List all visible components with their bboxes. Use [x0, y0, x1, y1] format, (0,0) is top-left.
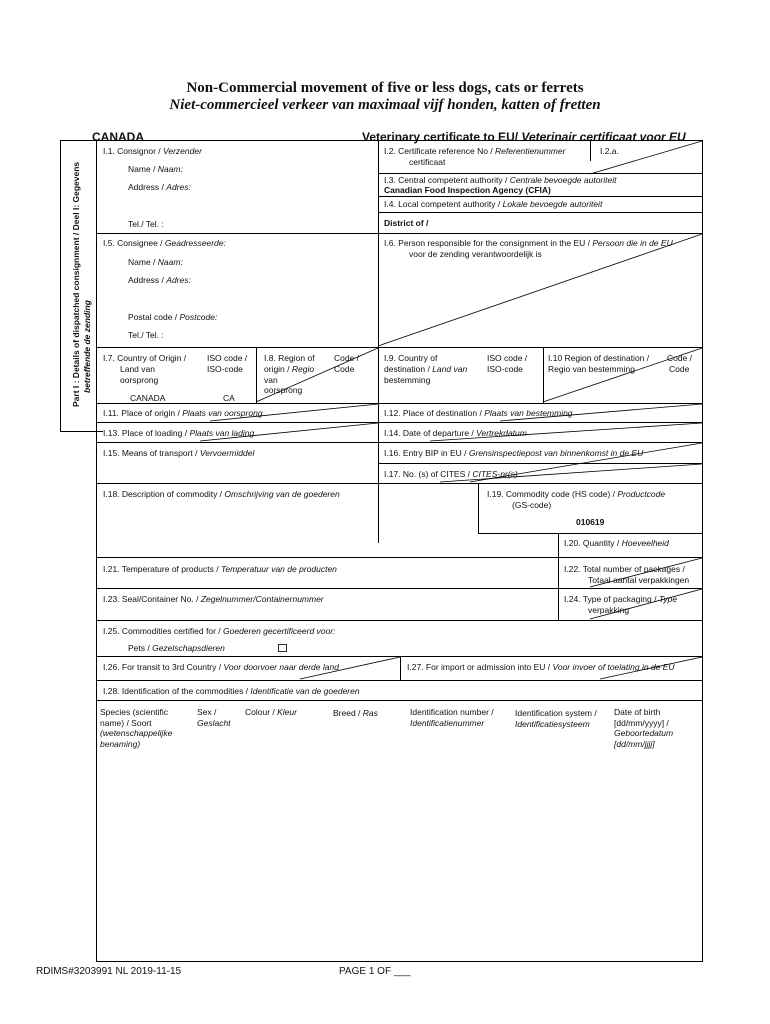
transit-label: I.26. For transit to 3rd Country / Voor doorvoer naar derde land [103, 662, 339, 672]
origin-region-code-label: Code / [334, 353, 360, 363]
consignor-address-label: Address / Adres: [128, 182, 191, 192]
consignee-postal-label: Postal code / Postcode: [128, 312, 218, 322]
departure-date-label: I.14. Date of departure / Vertrekdatum [384, 428, 527, 438]
pets-checkbox[interactable] [278, 644, 287, 652]
certified-for-label: I.25. Commodities certified for / Goederen gecertificeerd voor: [103, 626, 336, 636]
consignee-address-label: Address / Adres: [128, 275, 191, 285]
consignee-label: I.5. Consignee / Geadresseerde: [103, 238, 226, 248]
origin-country-label: I.7. Country of Origin / [103, 353, 187, 363]
central-authority-value: Canadian Food Inspection Agency (CFIA) [384, 185, 551, 195]
id-number-header: Identification number / Identificatienummer [410, 707, 494, 728]
document-reference: RDIMS#3203991 NL 2019-11-15 [36, 966, 182, 977]
origin-iso-label: ISO code / [207, 353, 248, 363]
temperature-label: I.21. Temperature of products / Temperatuur van de producten [103, 564, 337, 574]
sex-header: Sex / Geslacht [197, 707, 231, 728]
commodity-description-label: I.18. Description of commodity / Omschrijving van de goederen [103, 489, 340, 499]
consignor-tel-label: Tel./ Tel. : [128, 219, 164, 229]
colour-header: Colour / Kleur [245, 707, 297, 717]
part-one-side-label: Part I : Details of dispatched consignment / Deel I: Gegevens betreffende de zending [60, 140, 103, 432]
entry-bip-label: I.16. Entry BIP in EU / Grensinspectiepost van binnenkomst in de EU [384, 448, 644, 458]
origin-country-value: CANADA [130, 393, 166, 403]
transport-means-label: I.15. Means of transport / Vervoermiddel [103, 448, 255, 458]
seal-container-label: I.23. Seal/Container No. / Zegelnummer/Containernummer [103, 594, 324, 604]
commodity-code-label: I.19. Commodity code (HS code) / Productcode [487, 489, 666, 499]
form-title: Non-Commercial movement of five or less dogs, cats or ferrets [186, 80, 584, 96]
commodity-code-value: 010619 [576, 517, 605, 527]
breed-header: Breed / Ras [333, 708, 378, 718]
central-authority-label: I.3. Central competent authority / Centrale bevoegde autoriteit [384, 175, 617, 185]
cert-ref-2a-label: I.2.a. [600, 146, 619, 156]
consignor-label: I.1. Consignor / Verzender [103, 146, 202, 156]
consignee-tel-label: Tel./ Tel. : [128, 330, 164, 340]
cites-number-label: I.17. No. (s) of CITES / CITES-nr(s). [384, 469, 521, 479]
local-authority-label: I.4. Local competent authority / Lokale bevoegde autoriteit [384, 199, 603, 209]
id-system-header: Identification system / Identificatiesysteem [515, 708, 597, 729]
place-of-origin-label: I.11. Place of origin / Plaats van oorsprong [103, 408, 263, 418]
destination-region-label: I.10 Region of destination / [548, 353, 650, 363]
origin-iso-value: CA [223, 393, 235, 403]
page-number: PAGE 1 OF ___ [339, 966, 411, 977]
consignee-name-label: Name / Naam: [128, 257, 183, 267]
pets-label: Pets / Gezelschapsdieren [128, 643, 225, 653]
destination-region-code-label: Code / [667, 353, 693, 363]
eu-responsible-label-2: voor de zending verantwoordelijk is [409, 249, 542, 259]
local-authority-value: District of / [384, 218, 429, 228]
cert-ref-label-2: certificaat [409, 157, 446, 167]
identification-label: I.28. Identification of the commodities / Identificatie van de goederen [103, 686, 360, 696]
species-header: Species (scientific name) / Soort (wetenschappelijke benaming) [100, 707, 173, 749]
date-of-birth-header: Date of birth [dd/mm/yyyy] / Geboortedatum [dd/mm/jjjj] [614, 707, 674, 749]
destination-country-label: I.9. Country of [384, 353, 438, 363]
place-of-destination-label: I.12. Place of destination / Plaats van bestemming [384, 408, 573, 418]
packaging-type-label: I.24. Type of packaging / Type [564, 594, 678, 604]
destination-iso-label: ISO code / [487, 353, 528, 363]
place-of-loading-label: I.13. Place of loading / Plaats van lading [103, 428, 255, 438]
eu-responsible-label: I.6. Person responsible for the consignment in the EU / Persoon die in de EU [384, 238, 673, 248]
package-count-label: I.22. Total number of packages / [564, 564, 685, 574]
cert-ref-label: I.2. Certificate reference No / Referentienummer [384, 146, 566, 156]
form-title-dutch: Niet-commercieel verkeer van maximaal vijf honden, katten of fretten [169, 97, 601, 113]
import-admission-label: I.27. For import or admission into EU / Voor invoer of toelating in de EU [407, 662, 675, 672]
country-heading: CANADA [92, 130, 144, 144]
certificate-heading: Veterinary certificate to EU/ Veterinair certificaat voor EU [362, 130, 686, 144]
consignor-name-label: Name / Naam: [128, 164, 183, 174]
quantity-label: I.20. Quantity / Hoeveelheid [564, 538, 669, 548]
origin-region-label: I.8. Region of [264, 353, 315, 363]
